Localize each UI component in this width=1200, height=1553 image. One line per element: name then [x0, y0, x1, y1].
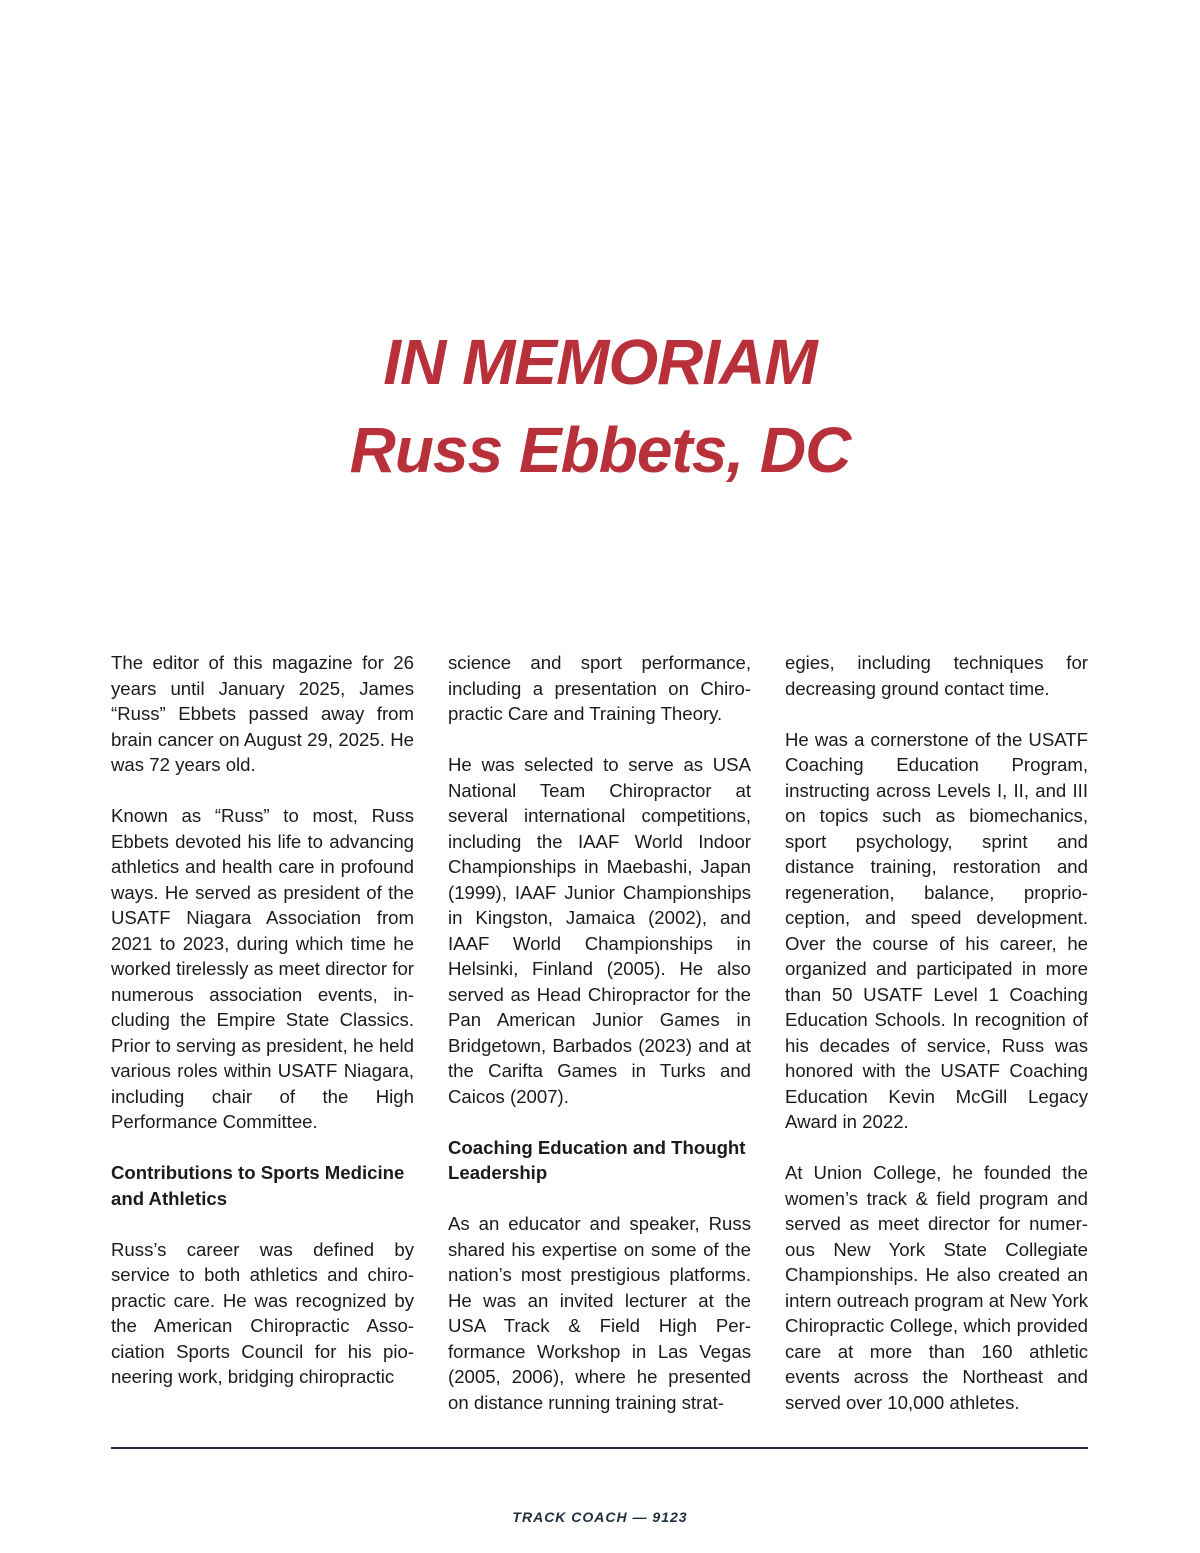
- page-title: IN MEMORIAM: [383, 326, 817, 398]
- section-heading: Contributions to Sports Medicine and Athletics: [111, 1162, 405, 1209]
- paragraph: The editor of this magazine for 26 years until January 2025, James “Russ” Ebbets passed away from brain cancer on August 29, 2025. He was 72 years old.: [111, 652, 414, 775]
- page-folio: TRACK COACH — 9123: [512, 1509, 688, 1525]
- column-2: [448, 650, 751, 1420]
- paragraph: He was a cornerstone of the USATF Coaching Education Program, instructing across Levels I, II, and III on topics such as biomechanics, sport psychology, sprint and distance training, restoration and regeneration, balance, proprioception, and speed development. Over the course of his career, he organized and participated in more than 50 USATF Level 1 Coaching Education Schools. In recognition of his decades of service, Russ was honored with the USATF Coaching Education Kevin McGill Legacy Award in 2022.: [785, 728, 1088, 1132]
- paragraph: science and sport performance, including a presentation on Chiropractic Care and Training Theory.: [448, 652, 751, 724]
- page-subtitle: Russ Ebbets, DC: [349, 414, 851, 486]
- article-body: [111, 650, 1088, 1420]
- paragraph: Russ’s career was defined by service to both athletics and chiropractic care. He was recognized by the American Chiropractic Association Sports Council for his pioneering work, bridging chiropractic: [111, 1238, 414, 1387]
- column-3: [785, 650, 1088, 1420]
- column-1: [111, 650, 414, 1420]
- title-block: [0, 318, 1200, 494]
- paragraph: Known as “Russ” to most, Russ Ebbets devoted his life to advancing athletics and health care in profound ways. He served as president of the USATF Niagara Association from 2021 to 2023, during which time he worked tirelessly as meet director for numerous association events, including the Empire State Classics. Prior to serving as president, he held various roles within USATF Niagara, including chair of the High Performance Committee.: [111, 805, 414, 1132]
- section-heading: Coaching Education and Thought Leadership: [448, 1136, 746, 1183]
- paragraph: egies, including techniques for decreasing ground contact time.: [785, 652, 1088, 699]
- paragraph: As an educator and speaker, Russ shared his expertise on some of the nation’s most prestigious platforms. He was an invited lecturer at the USA Track & Field High Performance Workshop in Las Vegas (2005, 2006), where he presented on distance running training strat-: [448, 1213, 751, 1413]
- paragraph: He was selected to serve as USA National Team Chiropractor at several international competitions, including the IAAF World Indoor Championships in Maebashi, Japan (1999), IAAF Junior Championships in Kingston, Jamaica (2002), and IAAF World Championships in Helsinki, Finland (2005). He also served as Head Chiropractor for the Pan American Junior Games in Bridgetown, Barbados (2023) and at the Carifta Games in Turks and Caicos (2007).: [448, 754, 751, 1107]
- paragraph: At Union College, he founded the women’s track & field program and served as meet director for numerous New York State Collegiate Championships. He also created an intern outreach program at New York Chiropractic College, which provided care at more than 160 athletic events across the Northeast and served over 10,000 athletes.: [785, 1162, 1088, 1413]
- footer-rule: [111, 1447, 1088, 1449]
